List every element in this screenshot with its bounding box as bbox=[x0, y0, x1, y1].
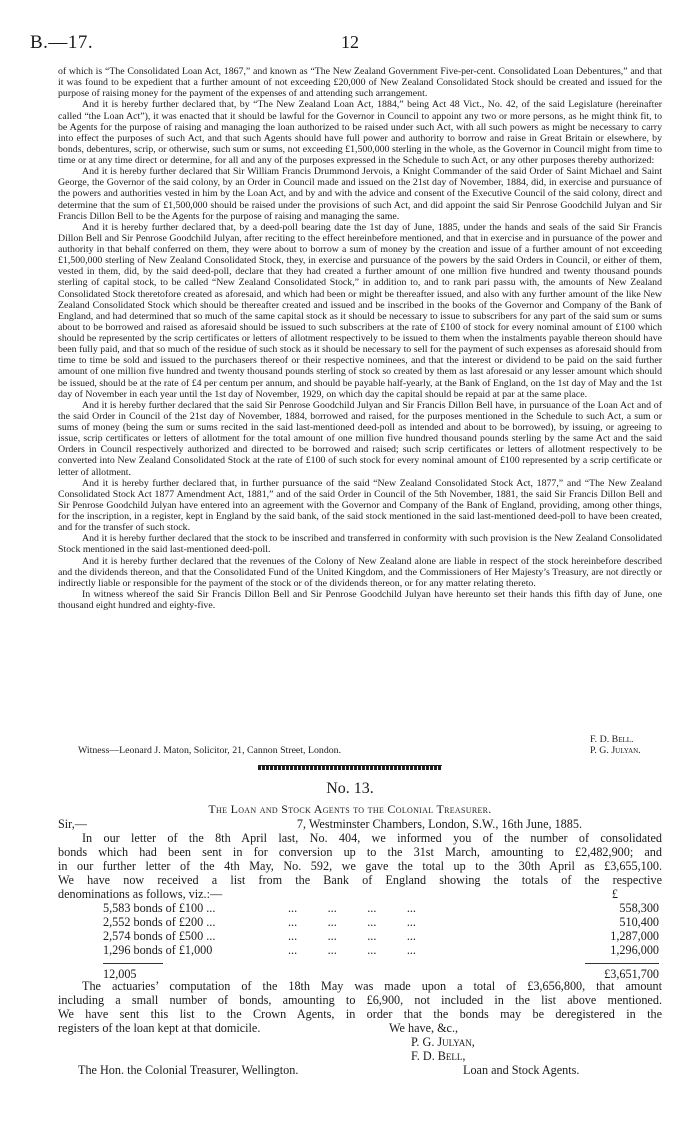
document-reference: B.—17. bbox=[30, 32, 94, 53]
bond-amount: 558,300 bbox=[619, 901, 659, 915]
section-divider bbox=[258, 766, 442, 770]
leader-dots: ... ... ... ... bbox=[288, 929, 416, 943]
signatory-bell: F. D. Bell. bbox=[590, 734, 634, 745]
total-amount: £3,651,700 bbox=[604, 967, 659, 981]
letter-line: In our letter of the 8th April last, No. 404, we informed you of the number of consolidated bbox=[82, 831, 662, 845]
amount-total-rule bbox=[585, 963, 659, 964]
letter-line: bonds which had been sent in for conversion up to the 31st March, amounting to £2,482,900; and bbox=[58, 845, 662, 859]
bond-amount: 1,287,000 bbox=[610, 929, 659, 943]
deed-paragraph: And it is hereby further declared that, by “The New Zealand Loan Act, 1884,” being Act 48 Vict., No. 42, of the said Legislature (hereinafter called “the Loan Act”), it was enacted that it should be lawful for the Governor in Council to appoint any two or more persons, as he might think fit, to be Agents for the purpose of raising and managing the loan authorized to be raised under such Act, with all such powers as might be necessary to carry into effect the purposes of such Act, and that such Agents should have full power and authority to borrow and raise in Great Britain or elsewhere, by bonds, debentures, scrip, or otherwise, such sum or sums, not exceeding £1,500,000 sterling in the whole, as the Governor in Council might from time to time or at any time direct or determine, for all and any of the purposes expressed in the Schedule to such Act, or any other purposes thereby authorized: bbox=[58, 99, 662, 166]
bond-description: 2,574 bonds of £500 ... bbox=[103, 929, 216, 943]
deed-paragraph: And it is hereby further declared that the said Sir Penrose Goodchild Julyan and Sir Francis Dillon Bell have, in pursuance of the Loan Act and of the said Order in Council of the 21st day of November, 1884, borrowed and raised, for the purposes mentioned in the Schedule to such Act, a sum or sums of money (being the sum or sums recited in the said last-mentioned deed-poll as intended and about to be borrowed), by issuing, or agreeing to issue, scrip certificates or letters of allotment for the total amount of one million five hundred thousand pounds sterling by the same Act and the said Orders in Council respectively authorized and directed to be borrowed and raised; such scrip certificates or letters of allotment respectively to be converted into New Zealand Consolidated Stock at the rate of £100 of such stock for every nominal amount of £100 represented by a scrip certificate or letter of allotment. bbox=[58, 399, 662, 478]
currency-header: £ bbox=[611, 887, 618, 901]
page-number: 12 bbox=[341, 32, 359, 52]
deed-text bbox=[58, 66, 662, 611]
leader-dots: ... ... ... ... bbox=[288, 915, 416, 929]
deed-paragraph: And it is hereby further declared that the revenues of the Colony of New Zealand alone are liable in respect of the stock hereinbefore described and the dividends thereon, and that the Consolidated Fund of the United Kingdom, and the Commissioners of Her Majesty’s Treasury, are not directly or indirectly liable or responsible for the payment of the stock or of the dividends thereon, or for any matter relating thereto. bbox=[58, 555, 662, 589]
table-row bbox=[58, 929, 662, 943]
letter-heading: The Loan and Stock Agents to the Colonial Treasurer. bbox=[208, 802, 492, 816]
letter-address: 7, Westminster Chambers, London, S.W., 16th June, 1885. bbox=[296, 817, 582, 831]
deed-paragraph: And it is hereby further declared that the stock to be inscribed and transferred in conformity with such provision is the New Zealand Consolidated Stock mentioned in the said last-mentioned deed-poll. bbox=[58, 533, 662, 556]
count-total-rule bbox=[103, 963, 163, 964]
letter-line: We have sent this list to the Crown Agents, in order that the bonds may be deregistered in the bbox=[58, 1007, 662, 1021]
bond-amount: 1,296,000 bbox=[610, 943, 659, 957]
letter-number: No. 13. bbox=[326, 780, 374, 797]
bond-description: 2,552 bonds of £200 ... bbox=[103, 915, 216, 929]
page-header bbox=[30, 32, 670, 54]
letter-line: including a small number of bonds, amounting to £6,900, not included in the list above mentioned. bbox=[58, 993, 662, 1007]
deed-paragraph: And it is hereby further declared that, by a deed-poll bearing date the 1st day of June, 1885, under the hands and seals of the said Sir Francis Dillon Bell and Sir Penrose Goodchild Julyan, after reciting to the effect hereinbefore mentioned, and that in exercise and in pursuance of the power and authority in that behalf conferred on them, they were about to borrow a sum of money by the creation and issue of a further amount of not exceeding £1,500,000 sterling of New Zealand Consolidated Stock, they, in exercise and pursuance of the powers by the said Orders in Council, or either of them, vested in them, did, by the said deed-poll, declare that they had created a further amount of one million five hundred and twenty thousand pounds sterling of capital stock, to be called “New Zealand Consolidated Stock,” in addition to, and to rank pari passu with, the amounts of New Zealand Consolidated Stock theretofore created as aforesaid, and which had been or might be thereafter issued, and also with any further amount of the like New Zealand Consolidated Stock which should be thereafter created and issued and be inscribed in the books of the Governor and Company of the Bank of England, and had determined that so much of the same capital stock as it should be necessary to issue to subscribers for any part of the said sum or sums about to be borrowed and raised as aforesaid should be issued to such subscribers at the rate of £100 of stock for every nominal amount of £100 which should be represented by the scrip certificates or letters of allotment respectively to be issued to them when the instalments payable thereon should have been fully paid, and that so much of the residue of such stock as it should be necessary to sell for the payment of such expenses as aforesaid should from time to time be sold and issued to the purchasers thereof or their respective nominees, and that the interest or dividend to be paid on the said further amount of one million five hundred and twenty thousand pounds sterling of stock so created by them as last aforesaid or any lesser amount which should be issued, should be at the rate of £4 per centum per annum, and should be payable half-yearly, at the Bank of England, on the 1st day of May and the 1st day of November in each year until the 1st day of November, 1929, on which day the capital should be repaid at par at the same place. bbox=[58, 221, 662, 400]
letter-line: registers of the loan kept at that domicile. bbox=[58, 1021, 261, 1035]
deed-paragraph: And it is hereby further declared that, in further pursuance of the said “New Zealand Consolidated Stock Act, 1877,” and “The New Zealand Consolidated Stock Act 1877 Amendment Act, 1881,” and of the said Order in Council of the 5th November, 1881, the said Sir Francis Dillon Bell and Sir Penrose Goodchild Julyan have entered into an agreement with the Governor and Company of the Bank of England, providing, among other things, for the inscription, in a register, kept in England by the said bank, of the said stock mentioned in the said last-mentioned deed-poll to have been created, and for the transfer of such stock. bbox=[58, 477, 662, 534]
witness-line: Witness—Leonard J. Maton, Solicitor, 21, Cannon Street, London. bbox=[78, 745, 342, 756]
leader-dots: ... ... ... ... bbox=[288, 901, 416, 915]
complimentary-close: We have, &c., bbox=[389, 1021, 459, 1035]
deed-paragraph: of which is “The Consolidated Loan Act, 1867,” and known as “The New Zealand Government Five-per-cent. Consolidated Loan Debentures,” and that it was found to be expedient that a further amount of not exceeding £20,000 of New Zealand Consolidated Stock should be created and issued for the purpose of raising money for the payment of the expenses of and attending such arrangement. bbox=[58, 66, 662, 100]
table-row bbox=[58, 943, 662, 957]
letter-line: in our further letter of the 4th May, No. 592, we gave the total up to the 30th April as £3,655,100. bbox=[58, 859, 662, 873]
signer-title: Loan and Stock Agents. bbox=[463, 1063, 580, 1077]
signer-bell: F. D. Bell, bbox=[411, 1049, 466, 1063]
signer-julyan: P. G. Julyan, bbox=[411, 1035, 475, 1049]
deed-paragraph: In witness whereof the said Sir Francis Dillon Bell and Sir Penrose Goodchild Julyan have hereunto set their hands this fifth day of June, one thousand eight hundred and eighty-five. bbox=[58, 588, 662, 611]
table-row bbox=[58, 901, 662, 915]
bond-description: 5,583 bonds of £100 ... bbox=[103, 901, 216, 915]
signatory-julyan: P. G. Julyan. bbox=[590, 745, 641, 756]
bond-amount: 510,400 bbox=[619, 915, 659, 929]
table-row bbox=[58, 915, 662, 929]
letter-line: The actuaries’ computation of the 18th May was made upon a total of £3,656,800, that amount bbox=[82, 979, 662, 993]
total-count: 12,005 bbox=[103, 967, 137, 981]
leader-dots: ... ... ... ... bbox=[288, 943, 416, 957]
salutation: Sir,— bbox=[58, 817, 87, 831]
letter-line: We have now received a list from the Bank of England showing the totals of the respective bbox=[58, 873, 662, 887]
addressee: The Hon. the Colonial Treasurer, Wellington. bbox=[78, 1063, 299, 1077]
deed-paragraph: And it is hereby further declared that Sir William Francis Drummond Jervois, a Knight Commander of the said Order of Saint Michael and Saint George, the Governor of the said colony, by an Order in Council made and issued on the 21st day of November, 1884, did, in exercise and pursuance of the powers and authorities vested in him by the Loan Act, and by and with the advice and consent of the Executive Council of the said colony, direct and determine that the sum of £1,500,000 should be raised under the provisions of such Act, and did appoint the said Sir Penrose Goodchild Julyan and Sir Francis Dillon Bell to be the Agents for the purpose of raising and managing the same. bbox=[58, 166, 662, 222]
letter-line: denominations as follows, viz.:— bbox=[58, 887, 223, 901]
bond-description: 1,296 bonds of £1,000 bbox=[103, 943, 213, 957]
